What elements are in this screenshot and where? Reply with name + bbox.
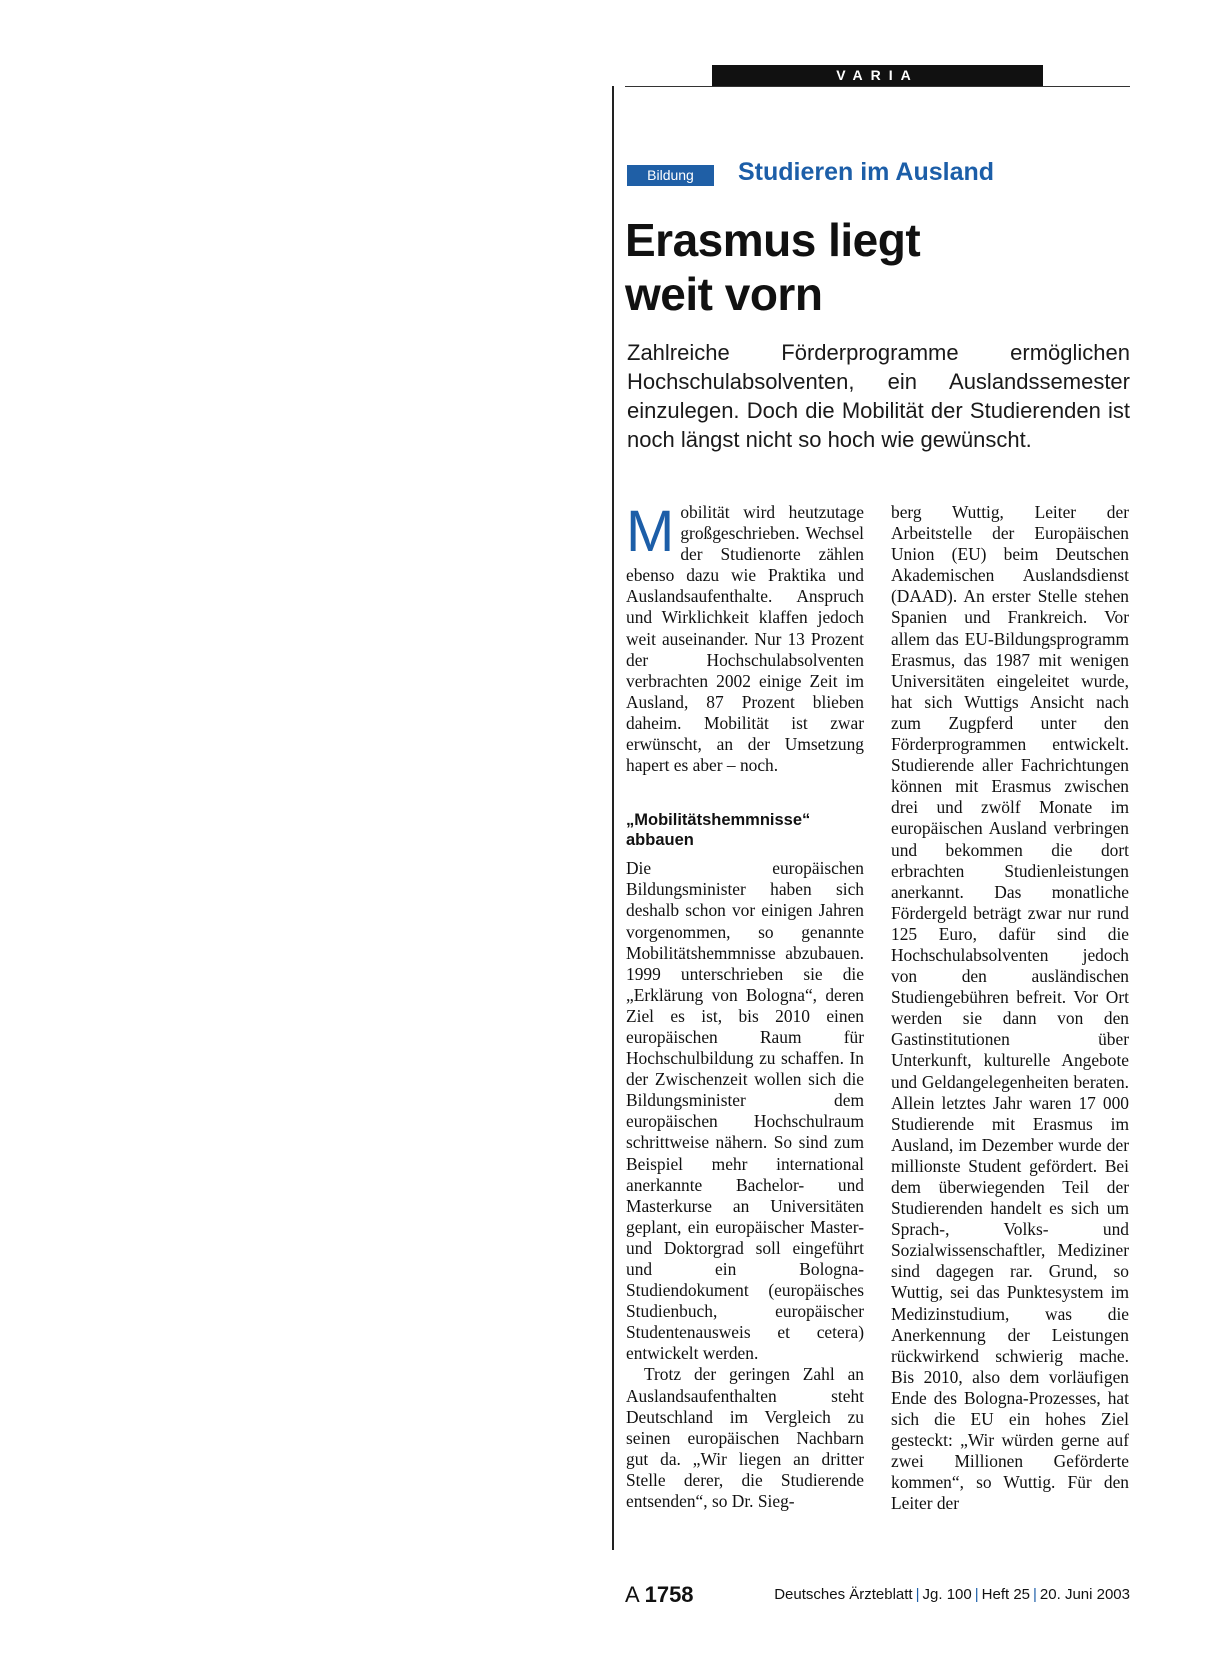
text-column-1 (626, 499, 864, 1512)
volume: Jg. 100 (922, 1586, 972, 1603)
section-banner: VARIA (712, 65, 1043, 86)
issue: Heft 25 (981, 1586, 1031, 1603)
paragraph-3: Trotz der geringen Zahl an Auslandsaufenthalten steht Deutschland im Vergleich zu seinen europäischen Nachbarn gut da. „Wir liegen an dritter Stelle derer, die Studierende entsenden“, so Dr. Sieg- (626, 1364, 864, 1512)
column-rule (612, 86, 614, 1550)
separator: | (974, 1586, 979, 1603)
journal-name: Deutsches Ärzteblatt (774, 1586, 913, 1603)
headline-line-1: Erasmus liegt (625, 214, 921, 266)
page-footer (625, 1582, 1130, 1612)
paragraph-4: berg Wuttig, Leiter der Arbeitstelle der Europäischen Union (EU) beim Deutschen Akademischen Auslandsdienst (DAAD). An erster Stelle stehen Spanien und Frankreich. Vor allem das EU-Bildungsprogramm Erasmus, das 1987 mit wenigen Universitäten eingeleitet wurde, hat sich Wuttigs Ansicht nach zum Zugpferd unter den Förderprogrammen entwickelt. Studierende aller Fachrichtungen können mit Erasmus zwischen drei und zwölf Monate im europäischen Ausland verbringen und bekommen die dort erbrachten Studienleistungen anerkannt. Das monatliche Fördergeld beträgt zwar nur rund 125 Euro, dafür sind die Hochschulabsolventen jedoch von den ausländischen Studiengebühren befreit. Vor Ort werden sie dann von den Gastinstitutionen über Unterkunft, kulturelle Angebote und Geldangelegenheiten beraten. Allein letztes Jahr waren 17 000 Studierende mit Erasmus im Ausland, im Dezember wurde der millionste Student gefördert. Bei dem überwiegenden Teil der Studierenden handelt es sich um Sprach-, Volks- und Sozialwissenschaftler, Mediziner sind dagegen rar. Grund, so Wuttig, sei das Punktesystem im Medizinstudium, was die Anerkennung der Leistungen rückwirkend schwierig mache. Bis 2010, also dem vorläufigen Ende des Bologna-Prozesses, hat sich die EU ein hohes Ziel gesteckt: „Wir würden gerne auf zwei Millionen Geförderte kommen“, so Wuttig. Für den Leiter der (891, 502, 1129, 1514)
article-kicker: Studieren im Ausland (738, 158, 995, 186)
headline-line-2: weit vorn (625, 268, 823, 320)
page-number (625, 1582, 694, 1608)
page-prefix: A (625, 1582, 639, 1607)
paragraph-2: Die europäischen Bildungsminister haben sich deshalb schon vor einigen Jahren vorgenommen, so genannte Mobilitätshemmnisse abzubauen. 1999 unterschrieben sie die „Erklärung von Bologna“, deren Ziel es ist, bis 2010 einen europäischen Raum für Hochschulbildung zu schaffen. In der Zwischenzeit wollen sich die Bildungsminister dem europäischen Hochschulraum schrittweise nähern. So sind zum Beispiel mehr international anerkannte Bachelor- und Masterkurse an Universitäten geplant, ein europäischer Master- und Doktorgrad soll eingeführt und ein Bologna-Studiendokument (europäisches Studienbuch, europäischer Studentenausweis et cetera) entwickelt werden. (626, 858, 864, 1364)
page-number-value: 1758 (644, 1582, 694, 1607)
paragraph-1 (626, 499, 864, 776)
text-column-2 (891, 502, 1129, 1515)
issue-date: 20. Juni 2003 (1039, 1586, 1130, 1603)
publication-info (774, 1586, 1130, 1603)
separator: | (1033, 1586, 1037, 1603)
separator: | (915, 1586, 920, 1603)
drop-cap: M (626, 499, 675, 564)
paragraph-1-text: obilität wird heutzutage großgeschrieben. Wechsel der Studienorte zählen ebenso dazu wie Praktika und Auslandsaufenthalte. Anspruch und Wirklichkeit klaffen jedoch weit auseinander. Nur 13 Prozent der Hochschulabsolventen verbrachten 2002 einige Zeit im Ausland, 87 Prozent blieben daheim. Mobilität ist zwar erwünscht, an der Umsetzung hapert es aber – noch. (626, 502, 864, 776)
article-headline (625, 213, 1130, 321)
subheading: „Mobilitätshemmnisse“ abbauen (626, 811, 811, 850)
top-rule (625, 86, 1130, 87)
category-tag: Bildung (627, 165, 714, 186)
article-lead: Zahlreiche Förderprogramme ermöglichen Hochschulabsolventen, ein Auslandssemester einzulegen. Doch die Mobilität der Studierenden ist noch längst nicht so hoch wie gewünscht. (627, 340, 1130, 452)
